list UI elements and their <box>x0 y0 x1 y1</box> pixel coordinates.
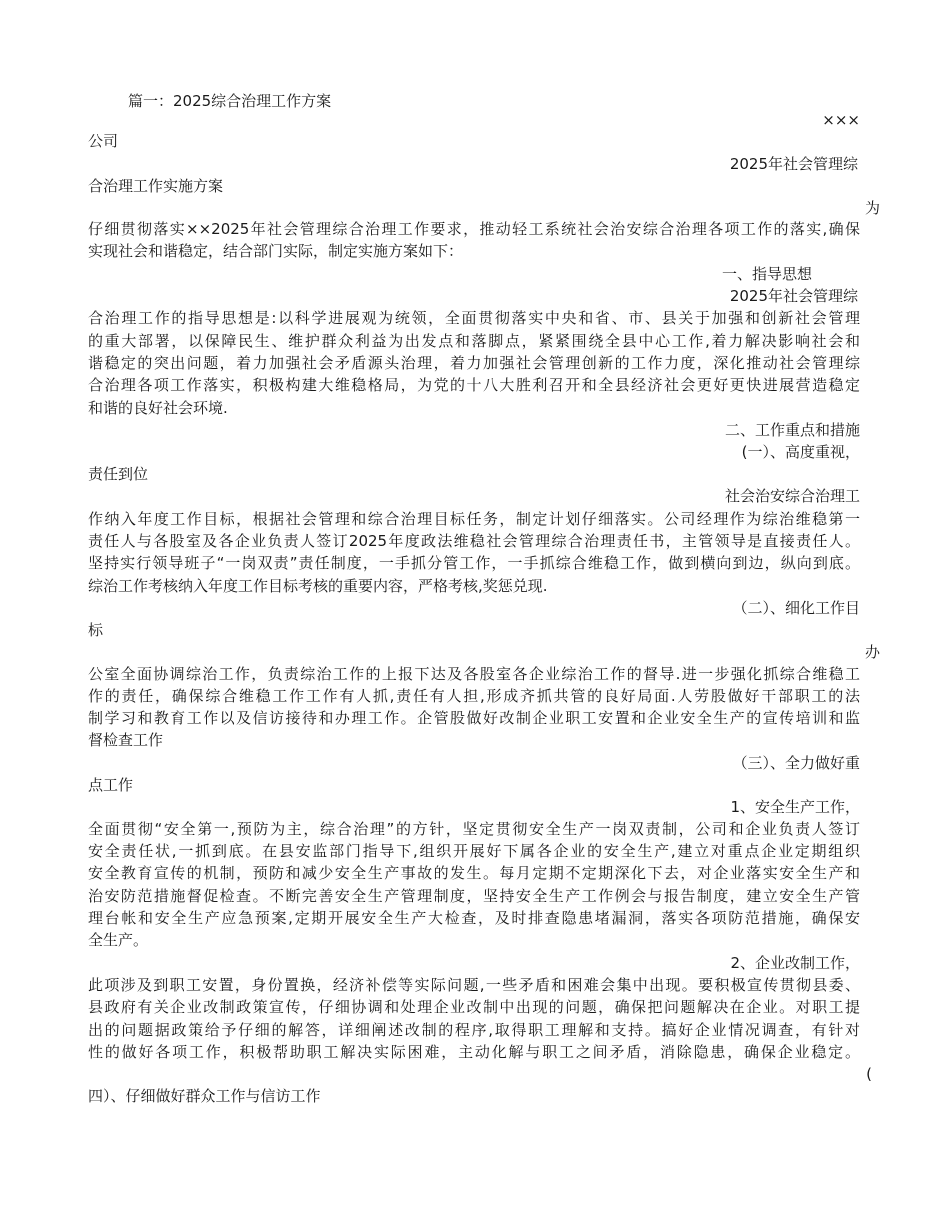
paragraph-line: 全面贯彻“安全第一,预防为主，综合治理”的方针，坚定贯彻安全生产一岗双责制，公司和企业负责人签订 <box>88 820 860 838</box>
paragraph-line: 的重大部署，以保障民生、维护群众利益为出发点和落脚点，紧紧围绕全县中心工作,着力解决影响社会和 <box>88 332 860 350</box>
paragraph-line: 安全责任状,一抓到底。在县安监部门指导下,组织开展好下属各企业的安全生产,建立对重点企业定期组织 <box>88 842 860 860</box>
paragraph-line: 综治工作考核纳入年度工作目标考核的重要内容，严格考核,奖惩兑现. <box>88 577 548 595</box>
subsection-2-title-cont: 标 <box>88 621 104 639</box>
subsection-1-title: (一）、高度重视， <box>741 443 860 461</box>
paragraph-line: 安全教育宣传的机制，预防和减少安全生产事故的发生。每月定期不定期深化下去，对企业落实安全生产和 <box>88 864 860 882</box>
paragraph-line: 作的责任，确保综合维稳工作工作有人抓,责任有人担,形成齐抓共管的良好局面.人劳股做好干部职工的法 <box>88 687 860 705</box>
paragraph-line: 责任人与各股室及各企业负责人签订2025年度政法维稳社会管理综合治理责任书，主管领导是直接责任人。 <box>88 532 860 550</box>
paragraph-line: 治安防范措施督促检查。不断完善安全生产管理制度，坚持安全生产工作例会与报告制度，建立安全生产管 <box>88 887 860 905</box>
paragraph-line: 全生产。 <box>88 931 149 949</box>
paragraph-line: 坚持实行领导班子“一岗双责”责任制度，一手抓分管工作，一手抓综合维稳工作，做到横向到边，纵向到底。 <box>88 554 860 572</box>
paragraph-line: 合治理工作的指导思想是:以科学进展观为统领，全面贯彻落实中央和省、市、县关于加强和创新社会管理 <box>88 309 860 327</box>
paragraph-line: 谐稳定的突出问题，着力加强社会矛盾源头治理，着力加强社会管理创新的工作力度，深化推动社会管理综 <box>88 354 860 372</box>
document-heading: 篇一：2025综合治理工作方案 <box>128 92 332 110</box>
paragraph-line: 作纳入年度工作目标，根据社会管理和综合治理目标任务，制定计划仔细落实。公司经理作为综治维稳第一 <box>88 510 860 528</box>
section-title-guiding-thought: 一、指导思想 <box>721 265 812 283</box>
subsection-1-lead: 社会治安综合治理工 <box>724 487 860 505</box>
subsection-4-title: 四）、仔细做好群众工作与信访工作 <box>88 1087 321 1105</box>
item-1-title: 1、安全生产工作， <box>730 798 860 816</box>
section1-lead: 2025年社会管理综 <box>729 287 858 305</box>
paragraph-line: 理台帐和安全生产应急预案,定期开展安全生产大检查，及时排查隐患堵漏洞，落实各项防范措施，确保安 <box>88 909 860 927</box>
intro-line: 实现社会和谐稳定，结合部门实际，制定实施方案如下： <box>88 242 464 260</box>
subsection-2-lead: 办 <box>864 643 880 661</box>
paragraph-line: 和谐的良好社会环境. <box>88 399 228 417</box>
plan-title-part1: 2025年社会管理综 <box>729 155 858 173</box>
subsection-4-paren: ( <box>866 1065 872 1083</box>
paragraph-line: 县政府有关企业改制政策宣传，仔细协调和处理企业改制中出现的问题，确保把问题解决在企业。对职工提 <box>88 998 860 1016</box>
paragraph-line: 督检查工作 <box>88 731 164 749</box>
company-placeholder: ××× <box>822 111 860 129</box>
paragraph-line: 合治理各项工作落实，积极构建大维稳格局，为党的十八大胜利召开和全县经济社会更好更快进展营造稳定 <box>88 376 860 394</box>
paragraph-line: 制学习和教育工作以及信访接待和办理工作。企管股做好改制企业职工安置和企业安全生产的宣传培训和监 <box>88 709 860 727</box>
paragraph-line: 公室全面协调综治工作，负责综治工作的上报下达及各股室各企业综治工作的督导.进一步强化抓综合维稳工 <box>88 665 860 683</box>
paragraph-line: 此项涉及到职工安置，身份置换，经济补偿等实际问题,一些矛盾和困难会集中出现。要积极宣传贯彻县委、 <box>88 976 860 994</box>
item-2-title: 2、企业改制工作， <box>730 954 860 972</box>
company-name: 公司 <box>88 132 119 150</box>
plan-title-part2: 合治理工作实施方案 <box>88 177 224 195</box>
paragraph-line: 出的问题据政策给予仔细的解答，详细阐述改制的程序,取得职工理解和支持。搞好企业情况调查，有针对 <box>88 1021 860 1039</box>
section-title-key-work: 二、工作重点和措施 <box>724 421 860 439</box>
subsection-3-title: （三）、全力做好重 <box>732 754 860 772</box>
subsection-3-title-cont: 点工作 <box>88 776 134 794</box>
subsection-1-title-cont: 责任到位 <box>88 465 149 483</box>
intro-lead: 为 <box>864 199 880 217</box>
subsection-2-title: （二）、细化工作目 <box>732 599 860 617</box>
intro-line: 仔细贯彻落实××2025年社会管理综合治理工作要求，推动轻工系统社会治安综合治理各项工作的落实,确保 <box>88 220 860 238</box>
paragraph-line: 性的做好各项工作，积极帮助职工解决实际困难，主动化解与职工之间矛盾，消除隐患，确保企业稳定。 <box>88 1043 860 1061</box>
